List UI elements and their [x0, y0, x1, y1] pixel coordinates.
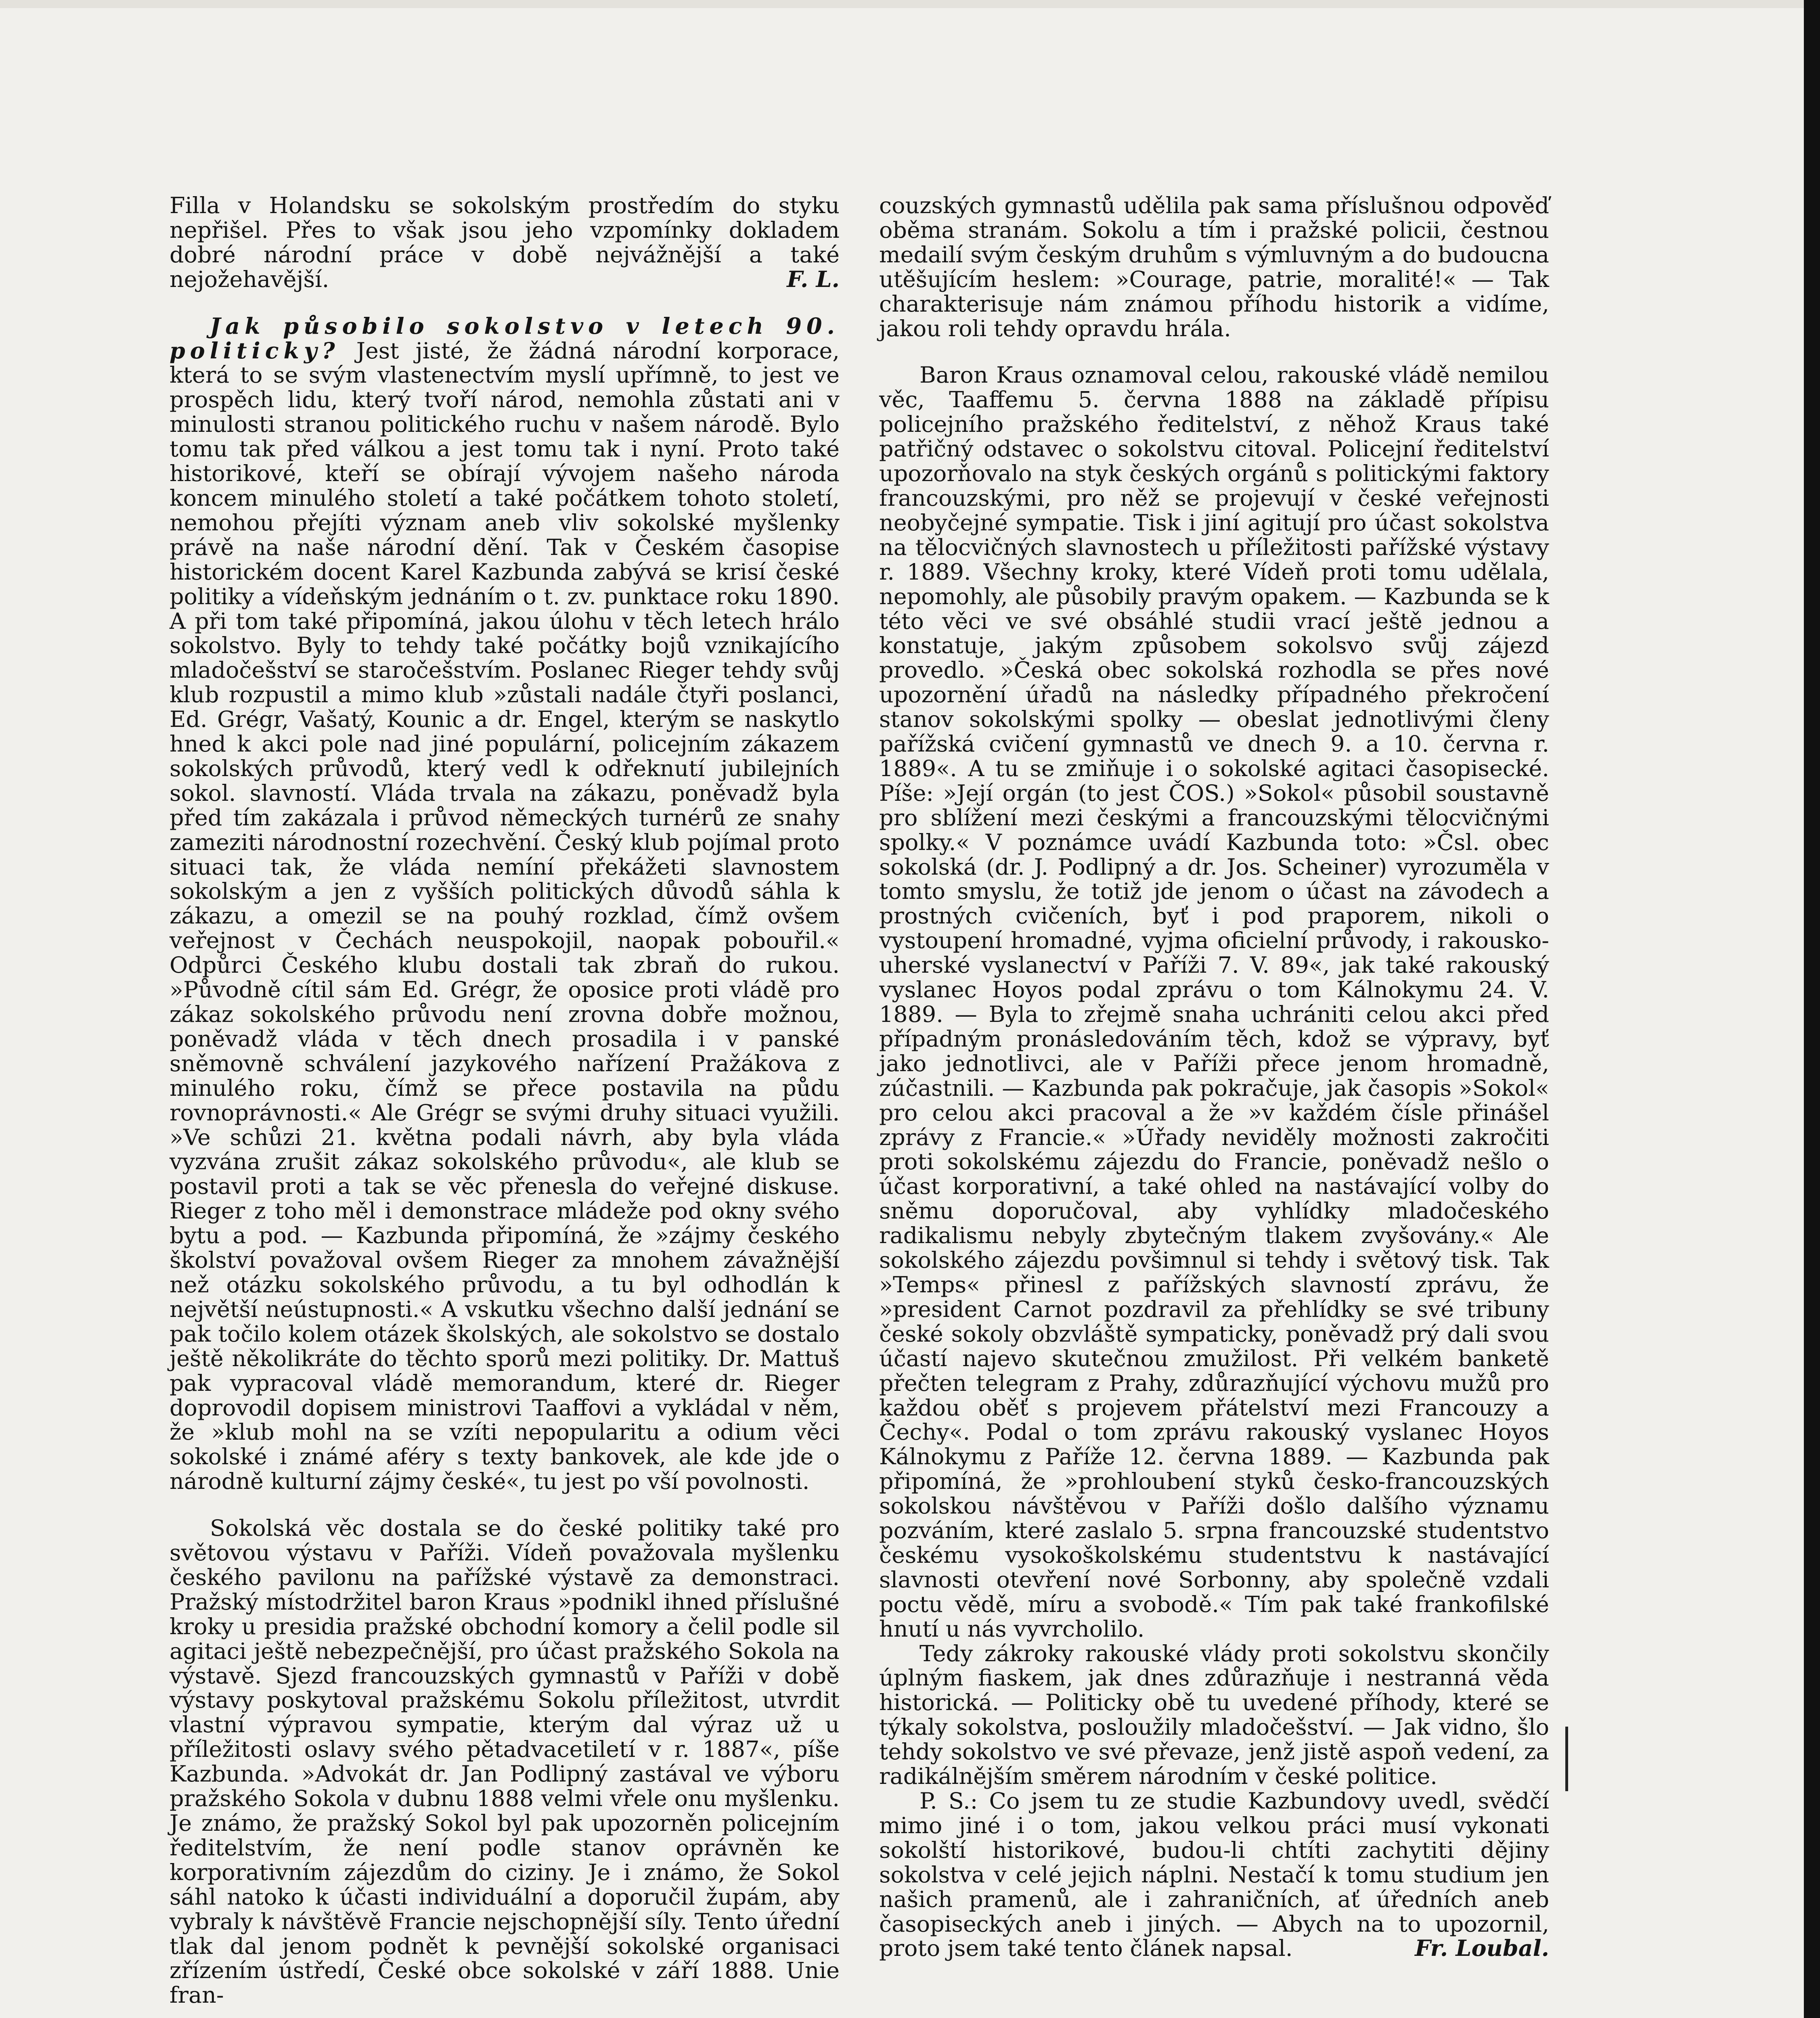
scan-top-edge [0, 0, 1820, 8]
paragraph-filla-text: Filla v Holandsku se sokolským prostředím do styku nepřišel. Přes to však jsou jeho vzpomínky dokladem dobré národní práce v době nejvážnější a také nejožehavější. [170, 193, 840, 293]
paragraph-sokolstvo-politics [170, 314, 840, 1495]
paragraph-baron-kraus: Baron Kraus oznamoval celou, rakouské vládě nemilou věc, Taaffemu 5. června 1888 na základě přípisu policejního pražského ředitelství, z něhož Kraus také patřičný odstavec o sokolstvu citoval. Policejní ředitelství upozorňovalo na styk českých orgánů s politickými faktory francouzskými, pro něž se projevují v české veřejnosti neobyčejné sympatie. Tisk i jiní agitují pro účast sokolstva na tělocvičných slavnostech u příležitosti pařížské výstavy r. 1889. Všechny kroky, které Vídeň proti tomu udělala, nepomohly, ale působily pravým opakem. — Kazbunda se k této věci ve své obsáhlé studii vrací ještě jednou a konstatuje, jakým způsobem sokolsvo svůj zájezd provedlo. »Česká obec sokolská rozhodla se přes nové upozornění úřadů na následky případného překročení stanov sokolskými spolky — obeslat jednotlivými členy pařížská cvičení gymnastů ve dnech 9. a 10. června r. 1889«. A tu se zmiňuje i o sokolské agitaci časopisecké. Píše: »Její orgán (to jest ČOS.) »Sokol« působil soustavně pro sblížení mezi českými a francouzskými tělocvičnými spolky.« V poznámce uvádí Kazbunda toto: »Čsl. obec sokolská (dr. J. Podlipný a dr. Jos. Scheiner) vyrozuměla v tomto smyslu, že totiž jde jenom o účast na závodech a prostných cvičeních, byť i pod praporem, nikoli o vystoupení hromadné, vyjma oficielní průvody, i rakousko-uherské vyslanectví v Paříži 7. V. 89«, jak také rakouský vyslanec Hoyos podal zprávu o tom Kálnokymu 24. V. 1889. — Byla to zřejmě snaha uchrániti celou akci před případným pronásledováním těch, kdož se výpravy, byť jako jednotlivci, ale v Paříži přece jenom hromadně, zúčastnili. — Kazbunda pak pokračuje, jak časopis »Sokol« pro celou akci pracoval a že »v každém čísle přinášel zprávy z Francie.« »Úřady neviděly možnosti zakročiti proti sokolskému zájezdu do Francie, poněvadž nešlo o účast korporativní, a také ohled na nastávající volby do sněmu doporučoval, aby vyhlídky mladočeského radikalismu nebyly zbytečným tlakem zvyšovány.« Ale sokolského zájezdu povšimnul si tehdy i světový tisk. Tak »Temps« přinesl z pařížských slavností zprávu, že »president Carnot pozdravil za přehlídky se své tribuny české sokoly obzvláště sympaticky, poněvadž prý dali svou účastí najevo skutečnou zmužilost. Při velkém banketě přečten telegram z Prahy, zdůrazňující výchovu mužů pro každou oběť s projevem přátelství mezi Francouzy a Čechy«. Podal o tom zprávu rakouský vyslanec Hoyos Kálnokymu z Paříže 12. června 1889. — Kazbunda pak připomíná, že »prohloubení styků česko-francouzských sokolskou návštěvou v Paříži došlo dalšího významu pozváním, které zaslalo 5. srpna francouzské studentstvo českému vysokoškolskému studentstvu k nastávající slavnosti otevření nové Sorbonny, aby společně vzdali poctu vědě, míru a svobodě.« Tím pak také frankofilské hnutí u nás vyvrcholilo. [879, 362, 1549, 1642]
paragraph-world-exhibition: Sokolská věc dostala se do české politiky také pro světovou výstavu v Paříži. Vídeň považovala myšlenku českého pavilonu na pařížské výstavě za demonstraci. Pražský místodržitel baron Kraus »podnikl ihned příslušné kroky u presidia pražské obchodní komory a čelil podle sil agitaci ještě nebezpečnější, pro účast pražského Sokola na výstavě. Sjezd francouzských gymnastů v Paříži v době výstavy poskytoval pražskému Sokolu příležitost, utvrdit vlastní výpravou sympatie, kterým dal výraz už u příležitosti oslavy svého pětadvacetiletí v r. 1887«, píše Kazbunda. »Advokát dr. Jan Podlipný zastával ve výboru pražského Sokola v dubnu 1888 velmi vřele onu myšlenku. Je známo, že pražský Sokol byl pak upozorněn policejním ředitelstvím, že není podle stanov oprávněn ke korporativním zájezdům do ciziny. Je i známo, že Sokol sáhl natoko k účasti individuální a doporučil župám, aby vybraly k návštěvě Francie nejschopnější síly. Tento úřední tlak dal jenom podnět k pevnější sokolské organisaci zřízením ústředí, České obce sokolské v září 1888. Unie fran- [170, 1515, 840, 2009]
paragraph-postscript [879, 1789, 1549, 1961]
signature-loubal: Fr. Loubal. [1415, 1935, 1549, 1962]
paragraph-postscript-text: P. S.: Co jsem tu ze studie Kazbundovy uvedl, svědčí mimo jiné i o tom, jakou velkou práci musí vykonati sokolští historikové, budou-li chtíti zachytiti dějiny sokolstva v celé jejich náplni. Nestačí k tomu studium jen našich pramenů, ale i zahraničních, ať úředních aneb časopiseckých aneb i jiných. — Abych na to upozornil, proto jsem také tento článek napsal. [879, 1788, 1549, 1962]
paragraph-sokolstvo-politics-text: Jest jisté, že žádná národní korporace, která to se svým vlastenectvím myslí upřímně, to jest ve prospěch lidu, který tvoří národ, nemohla zůstati ani v minulosti stranou politického ruchu v našem národě. Bylo tomu tak před válkou a jest tomu tak i nyní. Proto také historikové, kteří se obírají vývojem našeho národa koncem minulého století a také počátkem tohoto století, nemohou přejíti význam aneb vliv sokolské myšlenky právě na naše národní dění. Tak v Českém časopise historickém docent Karel Kazbunda zabývá se krisí české politiky a vídeňským jednáním o t. zv. punktace roku 1890. A při tom také připomíná, jakou úlohu v těch letech hrálo sokolstvo. Byly to tehdy také počátky bojů vznikajícího mladočešství se staročešstvím. Poslanec Rieger tehdy svůj klub rozpustil a mimo klub »zůstali nadále čtyři poslanci, Ed. Grégr, Vašatý, Kounic a dr. Engel, kterým se naskytlo hned k akci pole nad jiné populární, policejním zákazem sokolských průvodů, který vedl k odřeknutí jubilejních sokol. slavností. Vláda trvala na zákazu, poněvadž byla před tím zakázala i průvod německých turnérů ze snahy zameziti národnostní rozechvění. Český klub pojímal proto situaci tak, že vláda nemíní překážeti slavnostem sokolským a jen z vyšších politických důvodů sáhla k zákazu, a omezil se na pouhý rozklad, čímž ovšem veřejnost v Čechách neuspokojil, naopak pobouřil.« Odpůrci Českého klubu dostali tak zbraň do rukou. »Původně cítil sám Ed. Grégr, že oposice proti vládě pro zákaz sokolského průvodu není zrovna dobře možnou, poněvadž vláda v těch dnech prosadila i v panské sněmovně schválení jazykového nařízení Pražákova z minulého roku, čímž se přece postavila na půdu rovnoprávnosti.« Ale Grégr se svými druhy situaci využili. »Ve schůzi 21. května podali návrh, aby byla vláda vyzvána zrušit zákaz sokolského průvodu«, ale klub se postavil proti a tak se věc přenesla do veřejné diskuse. Rieger z toho měl i demonstrace mládeže pod okny svého bytu a pod. — Kazbunda připomíná, že »zájmy českého školství považoval ovšem Rieger za mnohem závažnější než otázku sokolského průvodu, a tu byl odhodlán k největší neústupnosti.« A vskutku všechno další jednání se pak točilo kolem otázek školských, ale sokolstvo se dostalo ještě několikráte do těchto sporů mezi politiky. Dr. Mattuš pak vypracoval vládě memorandum, které dr. Rieger doprovodil dopisem ministrovi Taaffovi a vykládal v něm, že »klub mohl na se vzíti nepopularitu a odium věci sokolské i známé aféry s texty bankovek, ale kde jde o národně kulturní zájmy české«, tu jest po vší povolnosti. [170, 337, 840, 1495]
paragraph-filla [170, 194, 840, 292]
left-column [170, 194, 840, 2008]
paragraph-french-gymnasts: couzských gymnastů udělila pak sama příslušnou odpověď oběma stranám. Sokolu a tím i pražské policii, čestnou medailí svým českým druhům s výmluvným a do budoucna utěšujícím heslem: »Courage, patrie, moralité!« — Tak charakterisuje nám známou příhodu historik a vidíme, jakou roli tehdy opravdu hrála. [879, 193, 1549, 342]
scan-right-edge [1804, 0, 1820, 2018]
paragraph-fiasco: Tedy zákroky rakouské vlády proti sokolstvu skončily úplným fiaskem, jak dnes zdůrazňuje i nestranná věda historická. — Politicky obě tu uvedené příhody, které se týkaly sokolstva, posloužily mladočešství. — Jak vidno, šlo tehdy sokolstvo ve své převaze, jenž jistě aspoň vedení, za radikálnějším směrem národním v české politice. [879, 1640, 1549, 1790]
margin-mark [1565, 1727, 1568, 1791]
signature-fl: F. L. [787, 266, 840, 293]
right-column [879, 194, 1549, 1961]
section-heading: Jak působilo sokolstvo v letech 90. politicky? [170, 313, 840, 364]
